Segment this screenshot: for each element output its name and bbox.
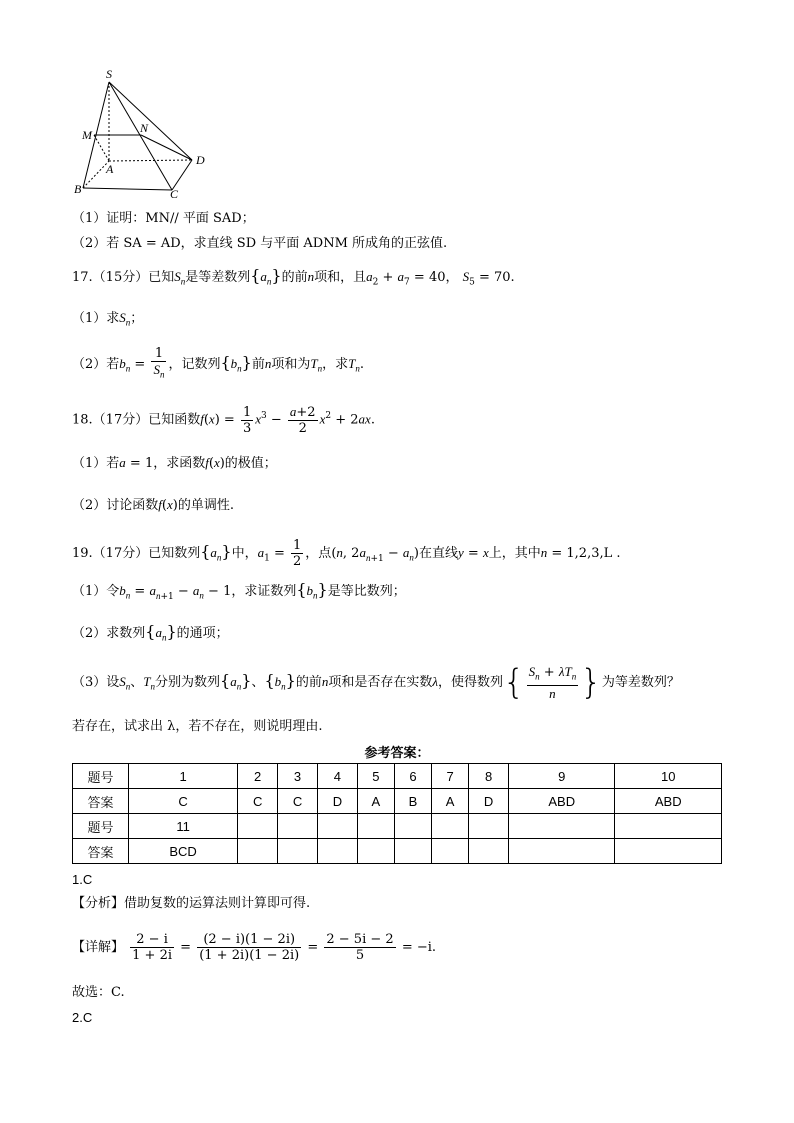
table-cell bbox=[509, 839, 615, 864]
table-cell bbox=[238, 814, 278, 839]
q19-stem: 19.（17分）已知数列$\{a_n\}$中，$a_1$ = $\frac{1}{2}$ ，点(n, $2a_{n+1} - a_n$)在直线y = x上，其中n = 1,2,3,L . bbox=[72, 538, 621, 569]
table-cell: C bbox=[278, 789, 318, 814]
q18-part2: （2）讨论函数f(x)的单调性. bbox=[72, 497, 234, 513]
label-a: A bbox=[106, 162, 114, 176]
q16-part2: （2）若 SA = AD，求直线 SD 与平面 ADNM 所成角的正弦值. bbox=[72, 236, 448, 251]
q19-part1: （1）令$b_n = a_{n+1} - a_n - 1$，求证数列$\{b_n\}$是等比数列； bbox=[72, 580, 406, 602]
table-cell bbox=[432, 814, 469, 839]
table-cell bbox=[357, 814, 394, 839]
q17-stem: 17.（15分）已知$S_n$是等差数列$\{a_n\}$的前n项和，且$a_2 + a_7 = 40$， $S_5 = 70$. bbox=[72, 266, 515, 288]
table-cell: C bbox=[238, 789, 278, 814]
table-cell: 5 bbox=[357, 764, 394, 789]
table-cell bbox=[278, 839, 318, 864]
table-cell: B bbox=[394, 789, 431, 814]
table-cell bbox=[469, 839, 509, 864]
table-cell: BCD bbox=[129, 839, 238, 864]
label-n: N bbox=[140, 121, 149, 135]
table-row bbox=[73, 839, 722, 864]
table-cell bbox=[432, 839, 469, 864]
table-cell: D bbox=[469, 789, 509, 814]
table-cell bbox=[394, 814, 431, 839]
label-s: S bbox=[106, 67, 112, 81]
pyramid-figure bbox=[72, 66, 222, 201]
q17-part2: （2）若$b_n$ = $\frac{1}{S_n}$ ，记数列$\{b_n\}$前n项和为$T_n$，求$T_n$. bbox=[72, 346, 364, 380]
q19-part3-cont: 若存在，试求出 λ，若不存在，则说明理由. bbox=[72, 719, 323, 734]
table-row bbox=[73, 764, 722, 789]
table-cell: 3 bbox=[278, 764, 318, 789]
table-cell bbox=[317, 839, 357, 864]
q19-part2: （2）求数列$\{a_n\}$的通项； bbox=[72, 622, 229, 643]
q18-part1: （1）若a = 1，求函数f(x)的极值； bbox=[72, 455, 277, 471]
solution-analysis: 【分析】借助复数的运算法则计算即可得. bbox=[72, 896, 311, 911]
solution-choose: 故选：C. bbox=[72, 985, 125, 1000]
table-cell: D bbox=[317, 789, 357, 814]
table-cell: ABD bbox=[615, 789, 722, 814]
answers-title: 参考答案： bbox=[364, 746, 430, 761]
table-cell bbox=[278, 814, 318, 839]
table-cell bbox=[238, 839, 278, 864]
table-cell: 题号 bbox=[73, 814, 129, 839]
table-cell: A bbox=[357, 789, 394, 814]
q19-part3: （3）设$S_n$、$T_n$分别为数列$\{a_n\}$、$\{b_n\}$的前n项和是否存在实数λ，使得数列{ $\frac{S_n + \lambda T_n}{n}$ }为等差数列？ bbox=[72, 662, 680, 703]
table-row bbox=[73, 789, 722, 814]
label-b: B bbox=[74, 182, 82, 196]
label-d: D bbox=[196, 153, 205, 167]
q17-part1: （1）求$S_n$； bbox=[72, 310, 144, 328]
label-m: M bbox=[82, 128, 92, 142]
q18-stem: 18.（17分）已知函数f(x) = $\frac{1}{3}$ $x^3$ − $\frac{a+2}{2}$ $x^2 + 2ax$. bbox=[72, 404, 375, 436]
table-cell: 10 bbox=[615, 764, 722, 789]
answer-table bbox=[72, 763, 722, 864]
table-cell: 2 bbox=[238, 764, 278, 789]
table-cell: C bbox=[129, 789, 238, 814]
table-cell: ABD bbox=[509, 789, 615, 814]
table-cell: 答案 bbox=[73, 839, 129, 864]
q16-part1: （1）证明：MN// 平面 SAD； bbox=[72, 211, 255, 226]
table-cell bbox=[394, 839, 431, 864]
table-cell bbox=[469, 814, 509, 839]
table-cell: 4 bbox=[317, 764, 357, 789]
solution-detail: 【详解】 $\frac{2 - i}{1 + 2i}$ = $\frac{(2 - i)(1 - 2i)}{(1 + 2i)(1 - 2i)}$ = $\frac{2 - 5i - 2}{5}$ = −i. bbox=[72, 932, 437, 963]
table-cell: 1 bbox=[129, 764, 238, 789]
table-cell bbox=[357, 839, 394, 864]
table-cell bbox=[615, 839, 722, 864]
table-cell bbox=[509, 814, 615, 839]
table-cell bbox=[317, 814, 357, 839]
table-row bbox=[73, 814, 722, 839]
table-cell: 题号 bbox=[73, 764, 129, 789]
solution-item-1: 1.C bbox=[72, 872, 93, 887]
table-cell: 6 bbox=[394, 764, 431, 789]
table-cell: 7 bbox=[432, 764, 469, 789]
table-cell: 11 bbox=[129, 814, 238, 839]
label-c: C bbox=[170, 187, 179, 201]
table-cell: 9 bbox=[509, 764, 615, 789]
solution-item-2: 2.C bbox=[72, 1010, 93, 1025]
table-cell: 8 bbox=[469, 764, 509, 789]
table-cell: 答案 bbox=[73, 789, 129, 814]
table-cell bbox=[615, 814, 722, 839]
table-cell: A bbox=[432, 789, 469, 814]
